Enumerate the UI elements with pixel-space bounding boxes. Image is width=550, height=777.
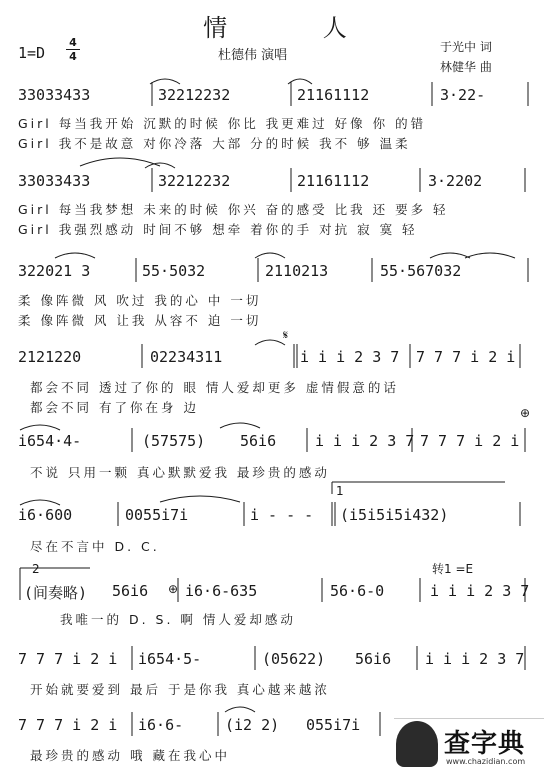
lyricist-credit: 于光中 词 <box>440 40 492 54</box>
measure: 322021 3 <box>18 262 91 280</box>
measure: (05622) <box>262 650 326 668</box>
lyric-line: Girl 每当我梦想 未来的时候 你兴 奋的感受 比我 还 要多 轻 <box>18 202 449 217</box>
lyric-line: 不说 只用一颗 真心默默爱我 最珍贵的感动 <box>30 465 330 480</box>
lyric-line: 尽在不言中 D. C. <box>30 539 160 554</box>
site-watermark <box>394 718 544 773</box>
measure: 055i7i <box>306 716 361 734</box>
measure: 7 7 7 i 2 i <box>18 650 118 668</box>
measure: 2110213 <box>265 262 329 280</box>
segno-mark: 𝄋 <box>283 328 289 342</box>
watermark-url: www.chazidian.com <box>446 757 526 766</box>
lyric-line: 柔 像阵微 风 吹过 我的心 中 一切 <box>18 293 262 308</box>
measure: i i i 2 3 7 <box>300 348 400 366</box>
volta-2: 2 <box>32 562 40 576</box>
measure: i6·600 <box>18 506 73 524</box>
lyric-line: Girl 我不是故意 对你冷落 大部 分的时候 我不 够 温柔 <box>18 136 411 151</box>
lyric-line: 最珍贵的感动 哦 藏在我心中 <box>30 748 230 763</box>
measure: (间奏略) <box>24 584 88 602</box>
coda-mark: ⊕ <box>168 582 179 596</box>
measure: i i i 2 3 7 <box>425 650 525 668</box>
measure: 7 7 7 i 2 i <box>420 432 520 450</box>
modulation-mark: 转1 =E <box>432 562 474 576</box>
measure: 56i6 <box>240 432 277 450</box>
measure: (i5i5i5i432) <box>340 506 449 524</box>
measure: 2121220 <box>18 348 82 366</box>
measure: i - - - <box>250 506 314 524</box>
measure: 7 7 7 i 2 i <box>416 348 516 366</box>
measure: i654·5- <box>138 650 202 668</box>
measure: 33033433 <box>18 172 91 190</box>
lyric-line: 我唯一的 D. S. 啊 情人爱却感动 <box>60 612 296 627</box>
lyric-line: Girl 每当我开始 沉默的时候 你比 我更难过 好像 你 的错 <box>18 116 427 131</box>
composer-credit: 林健华 曲 <box>440 60 492 74</box>
lyric-line: 都会不同 有了你在身 边 <box>30 400 199 415</box>
measure: 32212232 <box>158 172 231 190</box>
lyric-line: Girl 我强烈感动 时间不够 想牵 着你的手 对抗 寂 寞 轻 <box>18 222 418 237</box>
key-signature: 1=D <box>18 44 46 62</box>
measure: 21161112 <box>297 172 370 190</box>
watermark-brand: 查字典 <box>444 729 526 759</box>
measure: (i2 2) <box>225 716 280 734</box>
measure: i654·4- <box>18 432 82 450</box>
measure: (57575) <box>142 432 206 450</box>
mascot-logo-icon <box>396 721 438 767</box>
measure: 0055i7i <box>125 506 189 524</box>
measure: 3·2202 <box>428 172 483 190</box>
lyric-line: 柔 像阵微 风 让我 从容不 迫 一切 <box>18 313 262 328</box>
measure: i i i 2 3 7 <box>430 582 530 600</box>
time-bottom: 4 <box>69 50 77 63</box>
measure: i i i 2 3 7 <box>315 432 415 450</box>
measure: 56·6-0 <box>330 582 385 600</box>
measure: 02234311 <box>150 348 223 366</box>
performer-credit: 杜德伟 演唱 <box>218 48 288 63</box>
measure: 56i6 <box>355 650 392 668</box>
coda-mark: ⊕ <box>520 406 531 420</box>
measure: 21161112 <box>297 86 370 104</box>
measure: 55·5032 <box>142 262 206 280</box>
measure: 32212232 <box>158 86 231 104</box>
measure: 3·22- <box>440 86 486 104</box>
volta-1: 1 <box>336 484 344 498</box>
measure: i6·6-635 <box>185 582 258 600</box>
measure: i6·6- <box>138 716 184 734</box>
lyric-line: 开始就要爱到 最后 于是你我 真心越来越浓 <box>30 682 330 697</box>
time-top: 4 <box>69 36 77 49</box>
page-title: 情 人 <box>203 14 391 42</box>
measure: 33033433 <box>18 86 91 104</box>
measure: 56i6 <box>112 582 149 600</box>
measure: 7 7 7 i 2 i <box>18 716 118 734</box>
lyric-line: 都会不同 透过了你的 眼 情人爱却更多 虚情假意的话 <box>30 380 399 395</box>
measure: 55·567032 <box>380 262 462 280</box>
